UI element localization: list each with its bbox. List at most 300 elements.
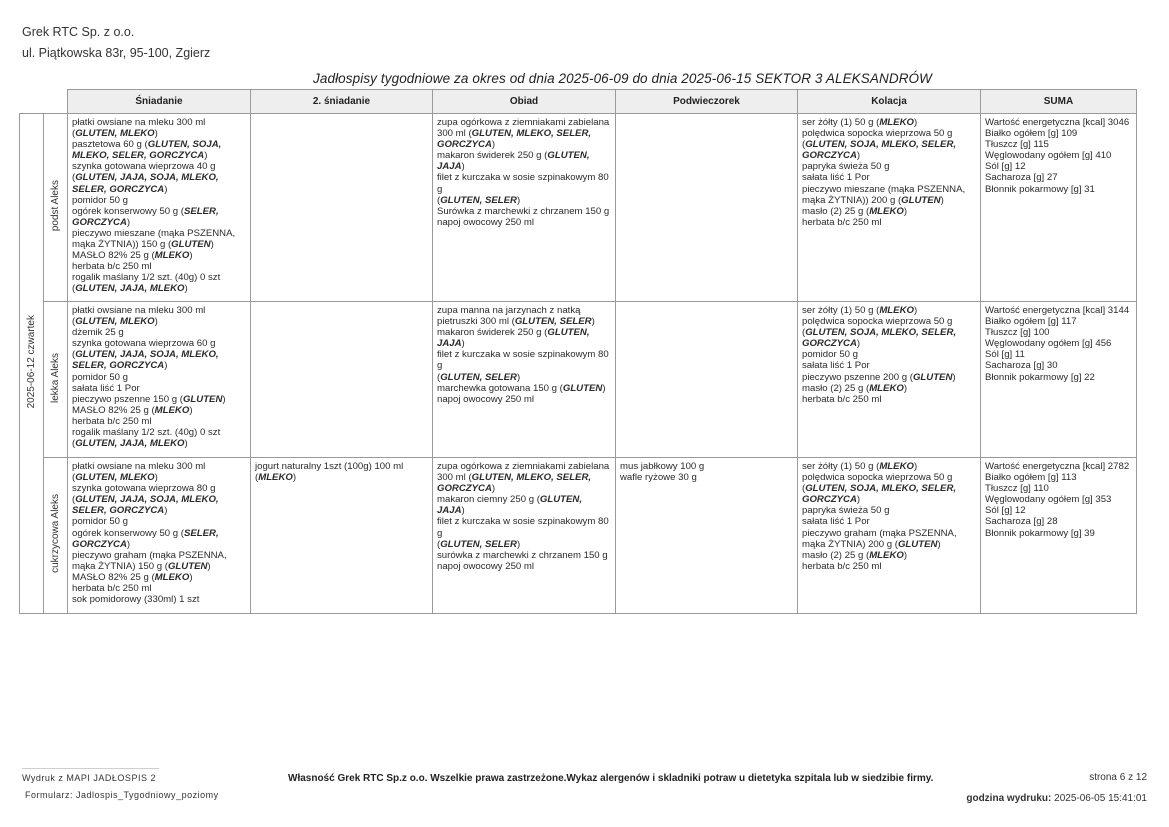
print-time	[966, 793, 1147, 804]
meal-line	[72, 228, 246, 239]
meal-text: )	[184, 283, 188, 295]
meal-text: pieczywo mieszane (mąka PSZENNA,	[72, 227, 236, 239]
meal-text: ser żółty (1) 50 g (	[802, 461, 880, 472]
meal-line	[985, 117, 1132, 128]
meal-line	[72, 327, 246, 338]
meal-line	[802, 217, 976, 228]
meal-line	[985, 349, 1132, 360]
meal-line	[985, 528, 1132, 539]
diet-label-cell	[44, 114, 68, 302]
allergen-text: GLUTEN	[912, 371, 953, 383]
meal-line	[72, 139, 246, 150]
allergen-text: GLUTEN	[562, 382, 603, 394]
meal-cell-podwieczorek	[616, 302, 798, 458]
allergen-text: MLEKO	[879, 305, 914, 316]
print-time-value: 2025-06-05 15:41:01	[1054, 793, 1147, 804]
meal-line	[72, 394, 246, 405]
allergen-text: GLUTEN	[171, 239, 211, 251]
meal-line	[437, 372, 611, 383]
diet-label: podst Aleks	[49, 180, 61, 232]
meal-text: napoj owocowy 250 ml	[437, 393, 535, 405]
meal-line	[72, 539, 246, 550]
allergen-text: MLEKO	[258, 472, 293, 484]
meal-text: wafle ryżowe 30 g	[620, 472, 697, 484]
allergen-text: GORCZYCA	[802, 494, 857, 506]
meal-cell-sniadanie	[68, 302, 251, 458]
meal-line	[72, 161, 246, 172]
meal-line	[72, 405, 246, 416]
allergen-text: GLUTEN, SELER	[440, 538, 517, 550]
meal-text: pieczywo pszenne 200 g (	[802, 371, 913, 383]
meal-text: Węglowodany ogółem [g] 410	[985, 150, 1112, 162]
diet-label-cell	[44, 458, 68, 614]
meal-text: )	[126, 216, 131, 228]
meal-text: MASŁO 82% 25 g (	[72, 404, 155, 416]
meal-line	[802, 305, 976, 316]
meal-line	[802, 161, 976, 172]
diet-label-cell	[44, 302, 68, 458]
meal-line	[72, 583, 246, 594]
meal-line	[437, 327, 611, 338]
meal-line	[72, 383, 246, 394]
meal-line	[72, 172, 246, 183]
meal-text: )	[856, 494, 861, 506]
meal-text: )	[164, 183, 168, 195]
meal-line	[72, 561, 246, 572]
meal-line	[72, 217, 246, 228]
header-blank	[44, 90, 68, 114]
meal-line	[802, 184, 976, 195]
meal-text: Błonnik pokarmowy [g] 22	[985, 371, 1095, 383]
meal-text: )	[913, 461, 918, 472]
allergen-text: GLUTEN,	[547, 327, 590, 339]
meal-text: )	[222, 393, 226, 405]
meal-text: pomidor 50 g	[72, 194, 128, 206]
meal-line	[437, 150, 611, 161]
allergen-text: GLUTEN, SOJA, MLEKO, SELER,	[805, 327, 957, 339]
meal-text: Białko ogółem [g] 113	[985, 472, 1077, 484]
meal-text: )	[591, 316, 595, 328]
meal-text: )	[516, 371, 521, 383]
allergen-text: GLUTEN, MLEKO, SELER,	[471, 128, 592, 140]
meal-line	[72, 283, 246, 294]
meal-text: )	[903, 205, 908, 217]
meal-cell-podwieczorek	[616, 114, 798, 302]
meal-text: pieczywo graham (mąka PSZENNA,	[72, 549, 227, 561]
meal-line	[802, 372, 976, 383]
allergen-text: GLUTEN, SOJA, MLEKO, SELER,	[805, 139, 957, 151]
meal-line	[985, 338, 1132, 349]
meal-text: makaron świderek 250 g (	[437, 327, 548, 339]
header-blank	[20, 90, 44, 114]
meal-text: (	[255, 472, 259, 484]
meal-text: Sól [g] 12	[985, 505, 1026, 517]
meal-text: )	[903, 549, 908, 561]
meal-line	[802, 472, 976, 483]
meal-line	[985, 150, 1132, 161]
meal-text: (	[72, 316, 76, 328]
meal-text: płatki owsiane na mleku 300 ml	[72, 305, 206, 316]
meal-line	[802, 494, 976, 505]
meal-text: (	[437, 538, 441, 550]
meal-line	[802, 150, 976, 161]
meal-line	[802, 349, 976, 360]
meal-line	[437, 383, 611, 394]
meal-line	[72, 572, 246, 583]
diet-row-lekka	[20, 302, 1137, 458]
col-header-obiad: Obiad	[433, 90, 616, 114]
allergen-text: GLUTEN, MLEKO, SELER,	[471, 472, 592, 484]
col-header-suma: SUMA	[981, 90, 1137, 114]
meal-cell-suma	[981, 114, 1137, 302]
meal-line	[437, 483, 611, 494]
meal-line	[802, 338, 976, 349]
meal-text: herbata b/c 250 ml	[72, 415, 152, 427]
meal-text: masło (2) 25 g (	[802, 382, 870, 394]
meal-line	[437, 195, 611, 206]
meal-text: marchewka gotowana 150 g (	[437, 382, 563, 394]
footer-divider	[22, 768, 159, 769]
allergen-text: SELER, GORCZYCA	[72, 505, 165, 517]
allergen-text: GLUTEN	[182, 393, 223, 405]
meal-line	[802, 316, 976, 327]
meal-text: )	[189, 404, 193, 416]
print-time-label: godzina wydruku:	[966, 793, 1052, 804]
meal-cell-sniadanie	[68, 114, 251, 302]
meal-text: )	[210, 239, 214, 251]
meal-line	[802, 561, 976, 572]
meal-line	[985, 327, 1132, 338]
meal-line	[985, 516, 1132, 527]
meal-line	[437, 349, 611, 371]
meal-text: mąka ŻYTNIA)) 150 g (	[72, 239, 172, 251]
allergen-text: GLUTEN, SELER	[440, 194, 517, 206]
allergen-text: GLUTEN, JAJA, SOJA, MLEKO,	[75, 349, 219, 361]
meal-text: Błonnik pokarmowy [g] 31	[985, 183, 1095, 195]
meal-line	[985, 172, 1132, 183]
meal-line	[72, 250, 246, 261]
allergen-text: GLUTEN, MLEKO	[75, 316, 155, 328]
meal-text: mąka ŻYTNIA)) 200 g (	[802, 194, 902, 206]
meal-cell-2-sniadanie	[251, 114, 433, 302]
meal-line	[72, 184, 246, 195]
meal-text: masło (2) 25 g (	[802, 205, 870, 217]
meal-text: 300 ml (	[437, 472, 472, 484]
allergen-text: GLUTEN, SOJA,	[147, 139, 222, 151]
meal-text: )	[204, 150, 208, 162]
meal-text: sałata liść 1 Por	[72, 382, 140, 394]
meal-line	[620, 472, 793, 483]
allergen-text: GORCZYCA	[72, 538, 127, 550]
meal-text: )	[903, 382, 908, 394]
meal-line	[72, 316, 246, 327]
meal-text: 300 ml (	[437, 128, 472, 140]
meal-text: (	[72, 172, 76, 184]
meal-line	[437, 516, 611, 538]
meal-text: sałata liść 1 Por	[802, 360, 870, 372]
meal-text: ser żółty (1) 50 g (	[802, 117, 880, 128]
meal-text: Sól [g] 11	[985, 349, 1025, 361]
meal-line	[437, 338, 611, 349]
meal-text: makaron świderek 250 g (	[437, 150, 548, 162]
meal-line	[802, 483, 976, 494]
meal-line	[437, 172, 611, 194]
meal-text: Błonnik pokarmowy [g] 39	[985, 527, 1095, 539]
allergen-text: MLEKO	[869, 205, 904, 217]
meal-text: mus jabłkowy 100 g	[620, 461, 705, 472]
meal-text: )	[154, 472, 158, 484]
footer-notice: Własność Grek RTC Sp.z o.o. Wszelkie prawa zastrzeżone.Wykaz alergenów i skladniki potraw u dietetyka szpitala lub w siedzibie firmy.	[288, 773, 934, 784]
meal-text: Sacharoza [g] 28	[985, 516, 1058, 528]
col-header-kolacja: Kolacja	[798, 90, 981, 114]
meal-text: herbata b/c 250 ml	[802, 393, 882, 405]
menu-table	[19, 89, 1137, 614]
meal-line	[985, 505, 1132, 516]
meal-text: Białko ogółem [g] 109	[985, 128, 1078, 140]
meal-line	[802, 528, 976, 539]
meal-text: )	[913, 117, 918, 128]
meal-cell-2-sniadanie	[251, 458, 433, 614]
meal-line	[72, 483, 246, 494]
meal-text: napoj owocowy 250 ml	[437, 560, 535, 572]
meal-text: ogórek konserwowy 50 g (	[72, 205, 184, 217]
meal-line	[72, 516, 246, 527]
footer-form: Formularz: Jadlospis_Tygodniowy_poziomy	[25, 790, 219, 800]
meal-text: )	[461, 505, 465, 517]
meal-line	[985, 184, 1132, 195]
meal-text: Wartość energetyczna [kcal] 3046	[985, 117, 1130, 128]
meal-text: )	[491, 139, 496, 151]
meal-line	[72, 528, 246, 539]
meal-cell-obiad	[433, 114, 616, 302]
allergen-text: SELER,	[183, 205, 219, 217]
meal-text: )	[516, 194, 521, 206]
allergen-text: GLUTEN, JAJA, SOJA, MLEKO,	[75, 172, 219, 184]
meal-text: )	[856, 150, 861, 162]
meal-line	[985, 483, 1132, 494]
col-header-2-sniadanie: 2. śniadanie	[251, 90, 433, 114]
meal-text: (	[72, 472, 76, 484]
meal-line	[72, 150, 246, 161]
company-name: Grek RTC Sp. z o.o.	[22, 25, 135, 39]
allergen-text: MLEKO, SELER, GORCZYCA	[72, 150, 205, 162]
meal-text: pieczywo pszenne 150 g (	[72, 393, 183, 405]
meal-text: dżemik 25 g	[72, 327, 124, 339]
meal-line	[72, 550, 246, 561]
meal-text: pietruszki 300 ml (	[437, 316, 515, 328]
meal-text: napoj owocowy 250 ml	[437, 216, 535, 228]
meal-text: (	[72, 438, 76, 450]
meal-text: Białko ogółem [g] 117	[985, 316, 1077, 328]
meal-text: zupa manna na jarzynach z natką	[437, 305, 581, 316]
meal-line	[72, 305, 246, 316]
meal-cell-suma	[981, 302, 1137, 458]
meal-line	[985, 372, 1132, 383]
meal-cell-podwieczorek	[616, 458, 798, 614]
meal-text: pieczywo graham (mąka PSZENNA,	[802, 527, 957, 539]
meal-text: pomidor 50 g	[802, 349, 858, 361]
meal-cell-sniadanie	[68, 458, 251, 614]
meal-line	[985, 128, 1132, 139]
meal-text: polędwica sopocka wieprzowa 50 g	[802, 472, 953, 484]
meal-text: herbata b/c 250 ml	[802, 560, 882, 572]
meal-line	[437, 472, 611, 483]
allergen-text: GORCZYCA	[802, 150, 857, 162]
meal-line	[802, 539, 976, 550]
meal-line	[72, 372, 246, 383]
meal-text: Tłuszcz [g] 115	[985, 139, 1049, 151]
diet-label: lekka Aleks	[49, 352, 61, 403]
meal-text: filet z kurczaka w sosie szpinakowym 80 g	[437, 172, 609, 195]
meal-line	[437, 217, 611, 228]
allergen-text: MLEKO	[154, 250, 190, 262]
meal-text: (	[437, 371, 441, 383]
allergen-text: GORCZYCA	[437, 139, 492, 151]
meal-text: herbata b/c 250 ml	[72, 261, 152, 273]
allergen-text: MLEKO	[869, 549, 904, 561]
allergen-text: GLUTEN, JAJA, MLEKO	[75, 438, 185, 450]
meal-line	[802, 394, 976, 405]
meal-text: (	[72, 283, 76, 295]
meal-line	[802, 327, 976, 338]
meal-line	[437, 305, 611, 316]
page-number: strona 6 z 12	[1089, 772, 1147, 783]
meal-line	[72, 117, 246, 128]
meal-line	[72, 472, 246, 483]
meal-text: szynka gotowana wieprzowa 60 g	[72, 338, 216, 350]
company-info	[22, 22, 210, 64]
meal-text: zupa ogórkowa z ziemniakami zabielana	[437, 461, 610, 472]
meal-line	[437, 494, 611, 516]
meal-text: Sacharoza [g] 27	[985, 172, 1058, 184]
allergen-text: GLUTEN, SELER	[440, 371, 517, 383]
meal-text: herbata b/c 250 ml	[802, 216, 882, 228]
meal-line	[802, 550, 976, 561]
meal-line	[437, 550, 611, 561]
meal-text: ser żółty (1) 50 g (	[802, 305, 880, 316]
meal-text: Węglowodany ogółem [g] 353	[985, 494, 1112, 506]
meal-text: (	[437, 194, 441, 206]
allergen-text: GLUTEN, SOJA, MLEKO, SELER,	[805, 483, 957, 495]
meal-text: Wartość energetyczna [kcal] 3144	[985, 305, 1130, 316]
meal-line	[985, 472, 1132, 483]
meal-line	[72, 594, 246, 605]
report-title: Jadłospisy tygodniowe za okres od dnia 2025-06-09 do dnia 2025-06-15 SEKTOR 3 ALEKSANDRÓW	[313, 71, 932, 86]
meal-cell-kolacja	[798, 302, 981, 458]
meal-line	[802, 516, 976, 527]
meal-text: masło (2) 25 g (	[802, 549, 870, 561]
meal-line	[985, 305, 1132, 316]
meal-line	[437, 117, 611, 128]
meal-line	[802, 117, 976, 128]
meal-cell-2-sniadanie	[251, 302, 433, 458]
meal-text: (	[802, 483, 806, 495]
meal-text: jogurt naturalny 1szt (100g) 100 ml	[255, 461, 404, 472]
allergen-text: GLUTEN, JAJA	[437, 494, 583, 517]
allergen-text: MLEKO	[869, 382, 904, 394]
meal-text: )	[164, 505, 168, 517]
meal-text: Sól [g] 12	[985, 161, 1026, 173]
meal-text: )	[154, 316, 158, 328]
allergen-text: SELER,	[183, 527, 219, 539]
meal-text: papryka świeża 50 g	[802, 161, 890, 173]
meal-text: Węglowodany ogółem [g] 456	[985, 338, 1112, 350]
meal-text: Sacharoza [g] 30	[985, 360, 1058, 372]
meal-line	[620, 461, 793, 472]
meal-text: pasztetowa 60 g (	[72, 139, 148, 151]
meal-text: szynka gotowana wieprzowa 80 g	[72, 483, 216, 495]
header-row	[20, 90, 1137, 114]
meal-line	[802, 360, 976, 371]
meal-text: Wartość energetyczna [kcal] 2782	[985, 461, 1130, 472]
diet-label: cukrzycowa Aleks	[49, 494, 61, 574]
meal-line	[437, 561, 611, 572]
meal-text: surówka z marchewki z chrzanem 150 g	[437, 549, 608, 561]
meal-line	[72, 438, 246, 449]
meal-line	[437, 206, 611, 217]
allergen-text: SELER, GORCZYCA	[72, 360, 165, 372]
meal-line	[72, 461, 246, 472]
meal-text: )	[461, 161, 465, 173]
meal-text: )	[184, 438, 188, 450]
meal-line	[802, 206, 976, 217]
meal-text: )	[913, 305, 918, 316]
allergen-text: JAJA	[437, 338, 462, 350]
meal-line	[72, 416, 246, 427]
meal-text: )	[461, 338, 465, 350]
allergen-text: GORCZYCA	[802, 338, 857, 350]
meal-line	[72, 272, 246, 283]
meal-line	[802, 383, 976, 394]
meal-text: rogalik maślany 1/2 szt. (40g) 0 szt	[72, 272, 221, 284]
meal-text: ogórek konserwowy 50 g (	[72, 527, 184, 539]
meal-line	[72, 349, 246, 360]
meal-line	[255, 461, 428, 472]
meal-text: mąka ŻYTNIA) 150 g (	[72, 560, 168, 572]
meal-line	[72, 206, 246, 217]
meal-text: (	[72, 349, 76, 361]
meal-line	[72, 239, 246, 250]
allergen-text: GLUTEN, JAJA, SOJA, MLEKO,	[75, 494, 219, 506]
meal-text: mąka ŻYTNIA) 200 g (	[802, 538, 898, 550]
meal-text: (	[802, 327, 806, 339]
allergen-text: GLUTEN,	[547, 150, 590, 162]
meal-line	[72, 195, 246, 206]
allergen-text: GLUTEN	[897, 538, 938, 550]
meal-text: )	[940, 194, 944, 206]
meal-text: sałata liść 1 Por	[802, 516, 870, 528]
meal-text: )	[164, 360, 168, 372]
meal-text: pomidor 50 g	[72, 371, 128, 383]
meal-text: )	[491, 483, 496, 495]
allergen-text: GLUTEN, SELER	[514, 316, 592, 328]
meal-text: papryka świeża 50 g	[802, 505, 890, 517]
meal-text: herbata b/c 250 ml	[72, 583, 152, 595]
meal-text: Tłuszcz [g] 100	[985, 327, 1050, 339]
meal-line	[437, 461, 611, 472]
meal-text: zupa ogórkowa z ziemniakami zabielana	[437, 117, 610, 128]
meal-text: makaron ciemny 250 g (	[437, 494, 540, 506]
meal-line	[72, 360, 246, 371]
meal-text: filet z kurczaka w sosie szpinakowym 80 g	[437, 516, 609, 539]
meal-text: )	[937, 538, 941, 550]
meal-text: )	[952, 371, 956, 383]
meal-cell-suma	[981, 458, 1137, 614]
meal-line	[802, 195, 976, 206]
allergen-text: GLUTEN, MLEKO	[75, 128, 155, 140]
meal-line	[437, 139, 611, 150]
allergen-text: GORCZYCA	[437, 483, 492, 495]
